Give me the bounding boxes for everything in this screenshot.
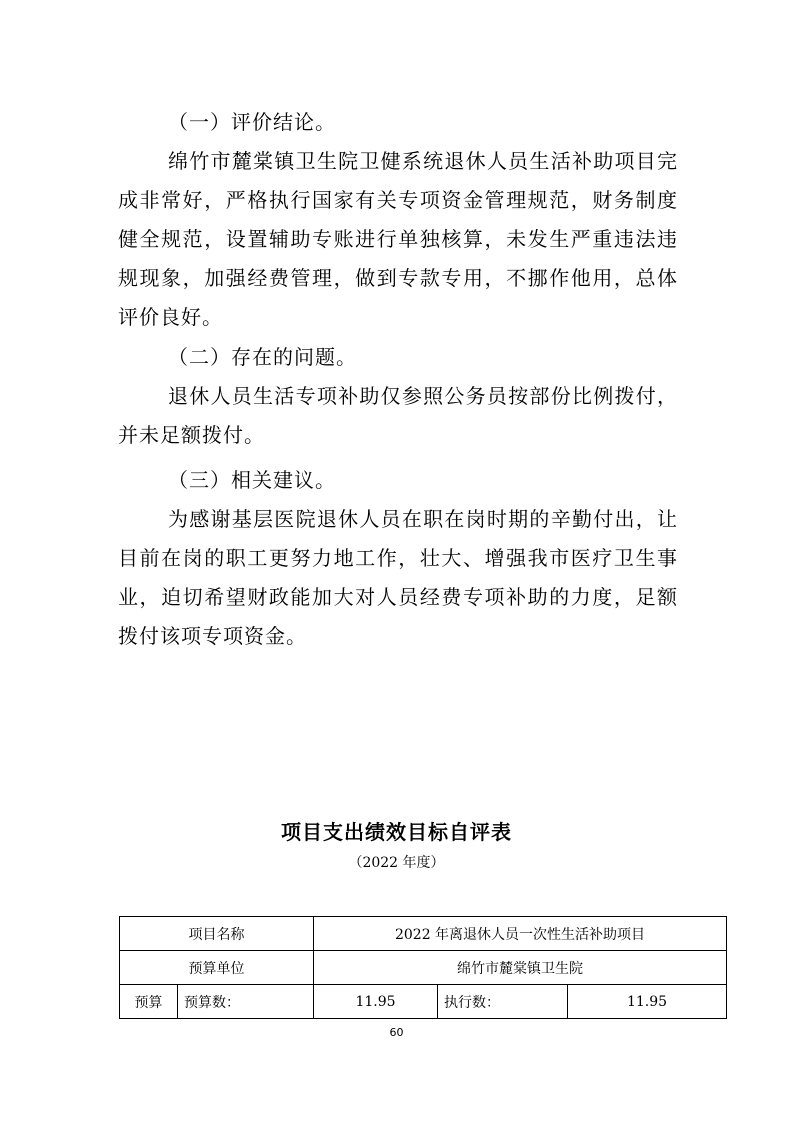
section-3-heading: （三）相关建议。 [168, 468, 336, 492]
table-row [120, 985, 727, 1019]
section-2-heading: （二）存在的问题。 [168, 345, 357, 369]
section-3-body: 为感谢基层医院退休人员在职在岗时期的辛勤付出，让目前在岗的职工更努力地工作，壮大、增强我市医疗卫生事业，迫切希望财政能加大对人员经费专项补助的力度，足额拨付该项专项资金。 [118, 507, 678, 648]
page-number: 60 [389, 1026, 404, 1039]
exec-amount-value: 11.95 [568, 985, 727, 1019]
budget-label: 预算 [120, 985, 178, 1019]
exec-amount-label: 执行数： [438, 985, 568, 1019]
table-row [120, 951, 727, 985]
table-row [120, 917, 727, 951]
project-name-label: 项目名称 [120, 917, 314, 951]
section-2-body: 退休人员生活专项补助仅参照公务员按部份比例拨付，并未足额拨付。 [118, 384, 678, 447]
table-title: 项目支出绩效目标自评表 [281, 820, 512, 844]
budget-unit-value: 绵竹市麓棠镇卫生院 [314, 951, 727, 985]
budget-amount-label: 预算数： [178, 985, 314, 1019]
budget-amount-value: 11.95 [314, 985, 438, 1019]
project-name-value: 2022 年离退休人员一次性生活补助项目 [314, 917, 727, 951]
table-subtitle: （2022 年度） [348, 855, 445, 871]
evaluation-table [119, 916, 727, 1019]
section-1-body: 绵竹市麓棠镇卫生院卫健系统退休人员生活补助项目完成非常好，严格执行国家有关专项资金管理规范，财务制度健全规范，设置辅助专账进行单独核算，未发生严重违法违规现象，加强经费管理，做到专款专用，不挪作他用，总体评价良好。 [118, 149, 678, 329]
budget-unit-label: 预算单位 [120, 951, 314, 985]
section-1-heading: （一）评价结论。 [168, 110, 336, 134]
